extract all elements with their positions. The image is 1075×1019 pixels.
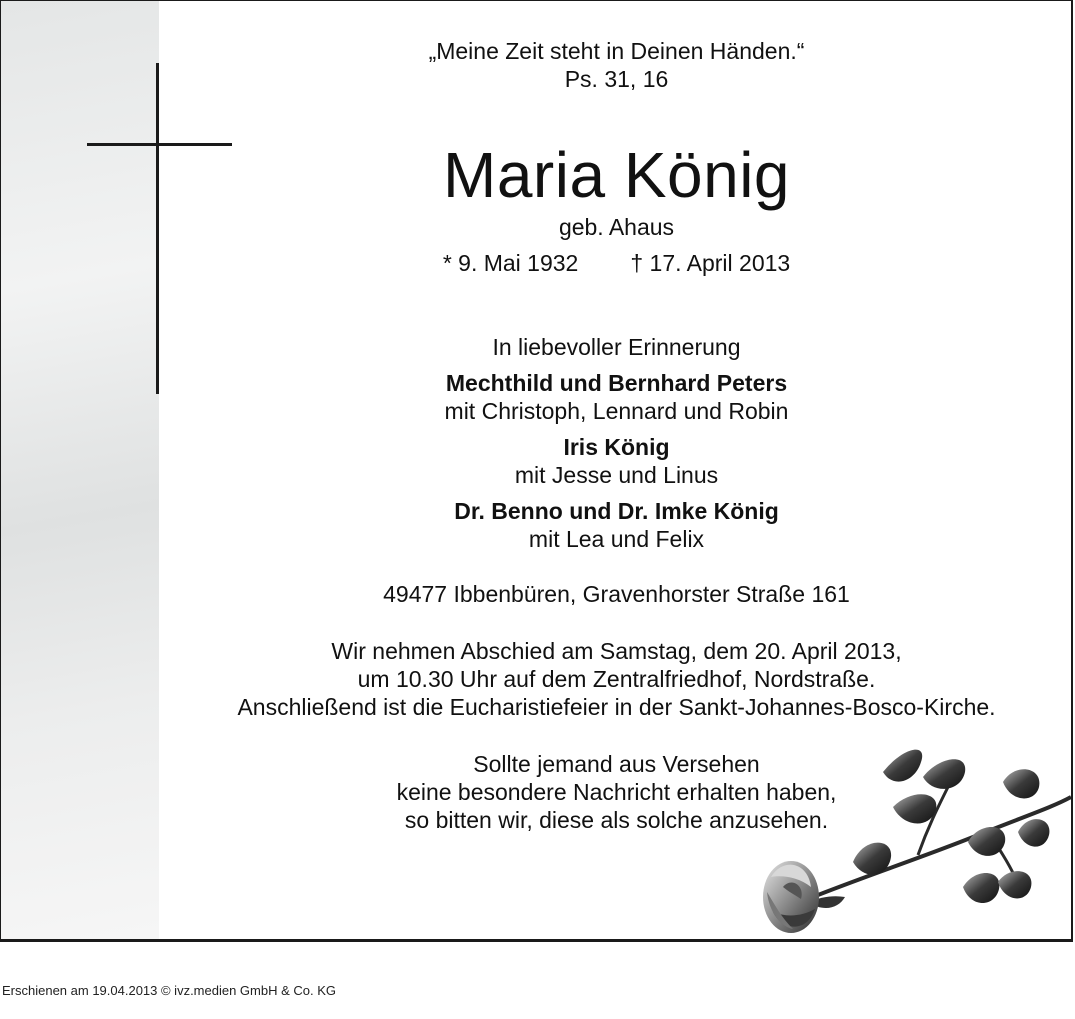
verse-reference: Ps. 31, 16 [564,66,669,92]
publication-credit: Erschienen am 19.04.2013 © ivz.medien GmbH & Co. KG [2,983,337,998]
notice-line: so bitten wir, diese als solche anzusehen. [404,807,829,833]
mourner-name: Mechthild und Bernhard Peters [445,370,788,396]
mourner-with: mit Lea und Felix [528,526,705,552]
deceased-name: Maria König [443,139,790,211]
rose-icon [753,737,1073,942]
address: 49477 Ibbenbüren, Gravenhorster Straße 161 [383,581,850,607]
funeral-line: Anschließend ist die Eucharistiefeier in der Sankt-Johannes-Bosco-Kirche. [237,694,996,720]
mourner-with: mit Christoph, Lennard und Robin [444,398,789,424]
verse-quote: „Meine Zeit steht in Deinen Händen.“ [428,38,805,64]
birth-date: * 9. Mai 1932 [442,250,579,276]
life-dates [159,249,1073,277]
side-panel [1,1,159,939]
death-date: † 17. April 2013 [630,250,791,276]
funeral-line: Wir nehmen Abschied am Samstag, dem 20. April 2013, [331,638,902,664]
mourners-intro: In liebevoller Erinnerung [492,334,741,360]
birth-name: geb. Ahaus [558,214,675,240]
mourner-name: Dr. Benno und Dr. Imke König [454,498,779,524]
notice-line: keine besondere Nachricht erhalten haben, [396,779,837,805]
mourner-name: Iris König [563,434,670,460]
funeral-line: um 10.30 Uhr auf dem Zentralfriedhof, Nordstraße. [357,666,876,692]
notice-line: Sollte jemand aus Versehen [473,751,760,777]
mourner-with: mit Jesse und Linus [514,462,719,488]
